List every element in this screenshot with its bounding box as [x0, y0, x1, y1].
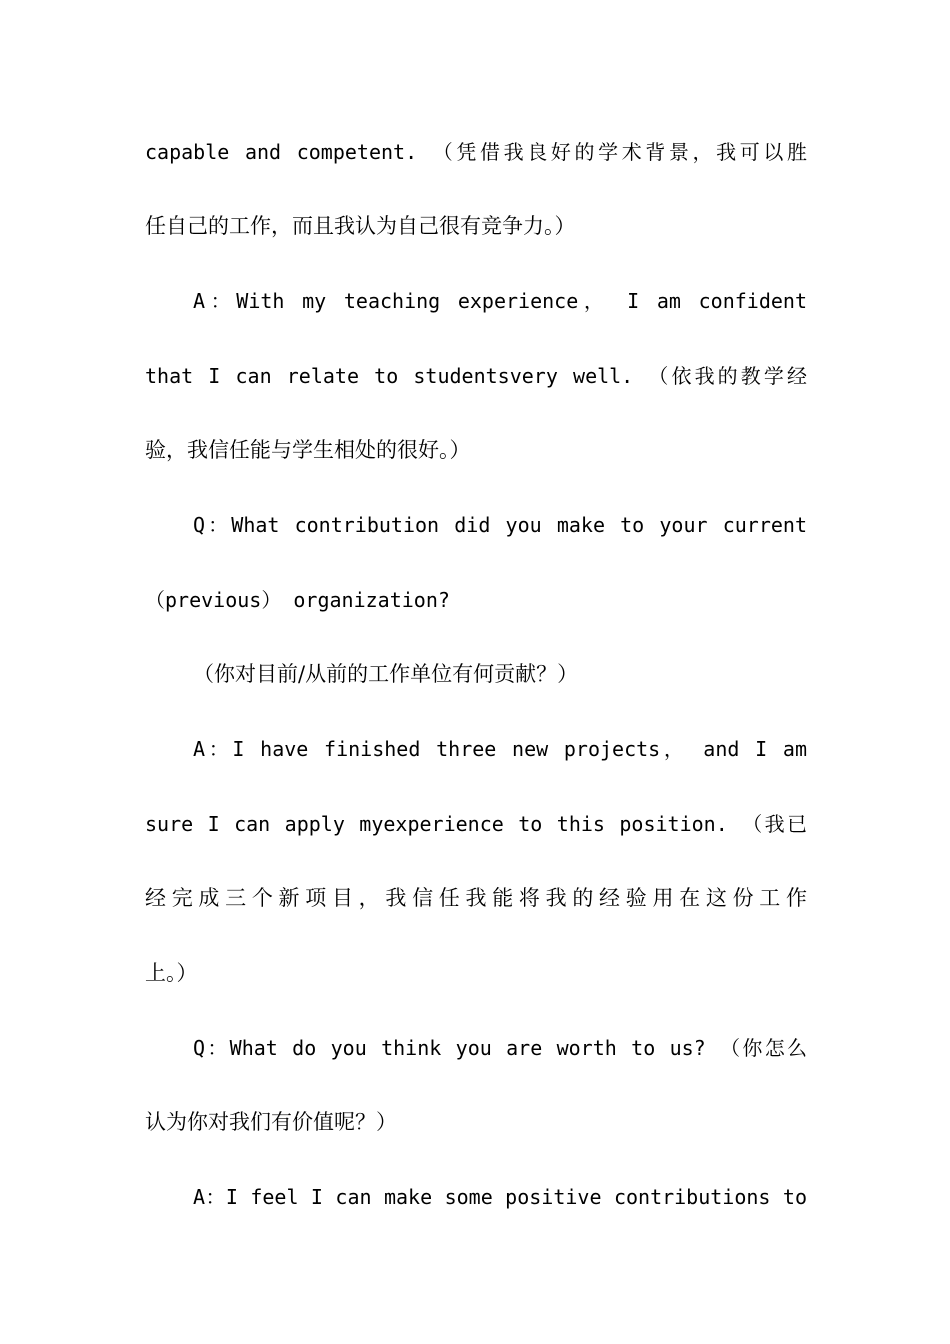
text-line-2: 任自己的工作，而且我认为自己很有竞争力。）	[145, 214, 576, 238]
text-line-10: sure I can apply myexperience to this position. （我已	[145, 812, 807, 836]
text-line-15: A：I feel I can make some positive contributions to	[193, 1185, 807, 1209]
text-line-5: 验，我信任能与学生相处的很好。）	[145, 438, 471, 462]
text-line-9: A：I have finished three new projects， and I am	[193, 737, 807, 761]
text-line-13: Q：What do you think you are worth to us? （你怎么	[193, 1036, 807, 1060]
text-line-8: （你对目前/从前的工作单位有何贡献？）	[193, 662, 579, 686]
text-line-4: that I can relate to studentsvery well. （依我的教学经	[145, 364, 807, 388]
text-line-12: 上。）	[145, 961, 198, 985]
text-line-11: 经完成三个新项目，我信任我能将我的经验用在这份工作	[145, 886, 807, 910]
text-line-6: Q：What contribution did you make to your current	[193, 513, 807, 537]
text-line-14: 认为你对我们有价值呢？）	[145, 1110, 397, 1134]
text-line-3: A：With my teaching experience， I am confident	[193, 289, 807, 313]
text-line-1: capable and competent. （凭借我良好的学术背景，我可以胜	[145, 140, 807, 164]
text-line-7: （previous） organization?	[145, 588, 450, 612]
